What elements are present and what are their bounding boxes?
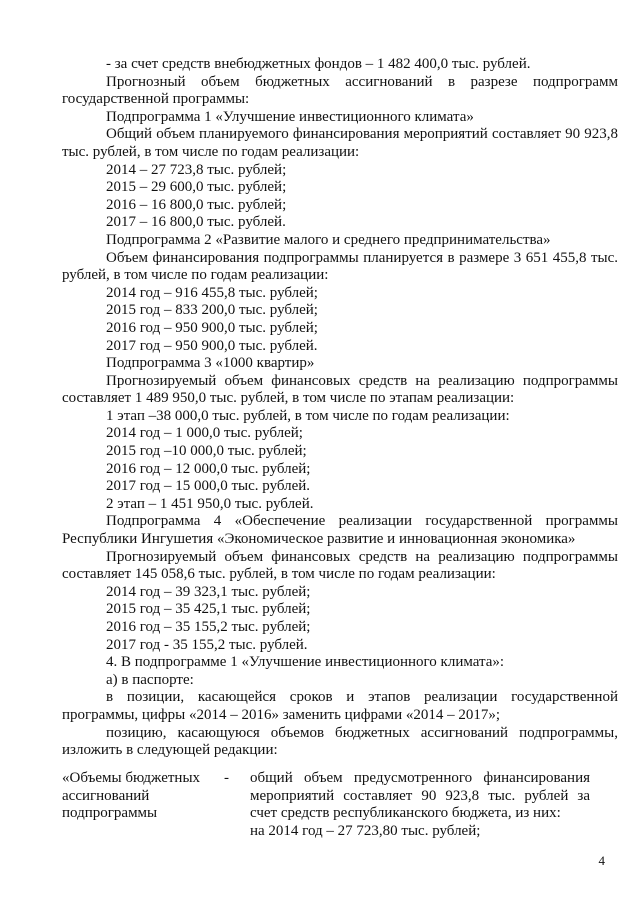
paragraph: в позиции, касающейся сроков и этапов реализации государственной программы, цифры «2014 – 2016» заменить цифрами «2014 – 2017»; — [62, 689, 618, 723]
paragraph: 1 этап –38 000,0 тыс. рублей, в том числе по годам реализации: — [106, 407, 510, 424]
table-dash: - — [224, 770, 229, 786]
paragraph: 2015 – 29 600,0 тыс. рублей; — [106, 179, 287, 196]
paragraph: а) в паспорте: — [106, 671, 194, 688]
paragraph: Подпрограмма 1 «Улучшение инвестиционного климата» — [106, 108, 474, 125]
table-right-line: общий объем предусмотренного финансирования — [250, 770, 590, 786]
table-left-line: ассигнований — [62, 787, 150, 804]
paragraph: Подпрограмма 3 «1000 квартир» — [106, 355, 315, 372]
paragraph: Подпрограмма 2 «Развитие малого и среднего предпринимательства» — [106, 231, 551, 248]
paragraph: 2017 год - 35 155,2 тыс. рублей. — [106, 636, 308, 653]
paragraph: позицию, касающуюся объемов бюджетных ассигнований подпрограммы, изложить в следующей редакции: — [62, 724, 618, 759]
table-right-line: счет средств республиканского бюджета, из них: — [250, 805, 561, 822]
table-left-cell — [62, 770, 232, 823]
paragraph: 2014 год – 1 000,0 тыс. рублей; — [106, 425, 303, 442]
paragraph: 2016 год – 35 155,2 тыс. рублей; — [106, 619, 311, 635]
table-left-line: «Объемы бюджетных — [62, 770, 201, 786]
table-right-line: на 2014 год – 27 723,80 тыс. рублей; — [250, 822, 481, 839]
table-right-cell — [250, 770, 590, 840]
paragraph: 2016 год – 950 900,0 тыс. рублей; — [106, 319, 318, 336]
paragraph: 2015 год – 35 425,1 тыс. рублей; — [106, 601, 311, 618]
paragraph: 2015 год – 833 200,0 тыс. рублей; — [106, 302, 318, 319]
paragraph: - за счет средств внебюджетных фондов – 1 482 400,0 тыс. рублей. — [106, 56, 531, 72]
table-right-line: мероприятий составляет 90 923,8 тыс. рублей за — [250, 787, 590, 804]
paragraph: Объем финансирования подпрограммы планируется в размере 3 651 455,8 тыс. рублей, в том числе по годам реализации: — [62, 249, 618, 284]
paragraph: Общий объем планируемого финансирования мероприятий составляет 90 923,8 тыс. рублей, в том числе по годам реализации: — [62, 126, 618, 160]
body-text — [62, 56, 618, 760]
paragraph: 2017 год – 15 000,0 тыс. рублей. — [106, 478, 311, 495]
paragraph: Подпрограмма 4 «Обеспечение реализации государственной программы Республики Ингушетия «Экономическое развитие и инновационная экономика» — [62, 513, 618, 548]
paragraph: Прогнозируемый объем финансовых средств на реализацию подпрограммы составляет 145 058,6 тыс. рублей, в том числе по годам реализации: — [62, 548, 618, 583]
paragraph: 2016 – 16 800,0 тыс. рублей; — [106, 196, 287, 213]
paragraph: 2 этап – 1 451 950,0 тыс. рублей. — [106, 495, 314, 512]
paragraph: 2014 – 27 723,8 тыс. рублей; — [106, 161, 287, 178]
paragraph: 4. В подпрограмме 1 «Улучшение инвестиционного климата»: — [106, 654, 505, 671]
paragraph: Прогнозируемый объем финансовых средств на реализацию подпрограммы составляет 1 489 950,0 тыс. рублей, в том числе по этапам реализации: — [62, 372, 618, 407]
paragraph: 2014 год – 39 323,1 тыс. рублей; — [106, 583, 311, 600]
paragraph: 2017 год – 950 900,0 тыс. рублей. — [106, 337, 318, 354]
paragraph: 2014 год – 916 455,8 тыс. рублей; — [106, 284, 318, 301]
paragraph: 2015 год –10 000,0 тыс. рублей; — [106, 443, 307, 460]
paragraph: 2017 – 16 800,0 тыс. рублей. — [106, 214, 286, 231]
paragraph: Прогнозный объем бюджетных ассигнований в разрезе подпрограмм государственной программы: — [62, 73, 618, 108]
paragraph: 2016 год – 12 000,0 тыс. рублей; — [106, 460, 311, 477]
table-left-line: подпрограммы — [62, 805, 158, 822]
page-number: 4 — [598, 853, 605, 868]
